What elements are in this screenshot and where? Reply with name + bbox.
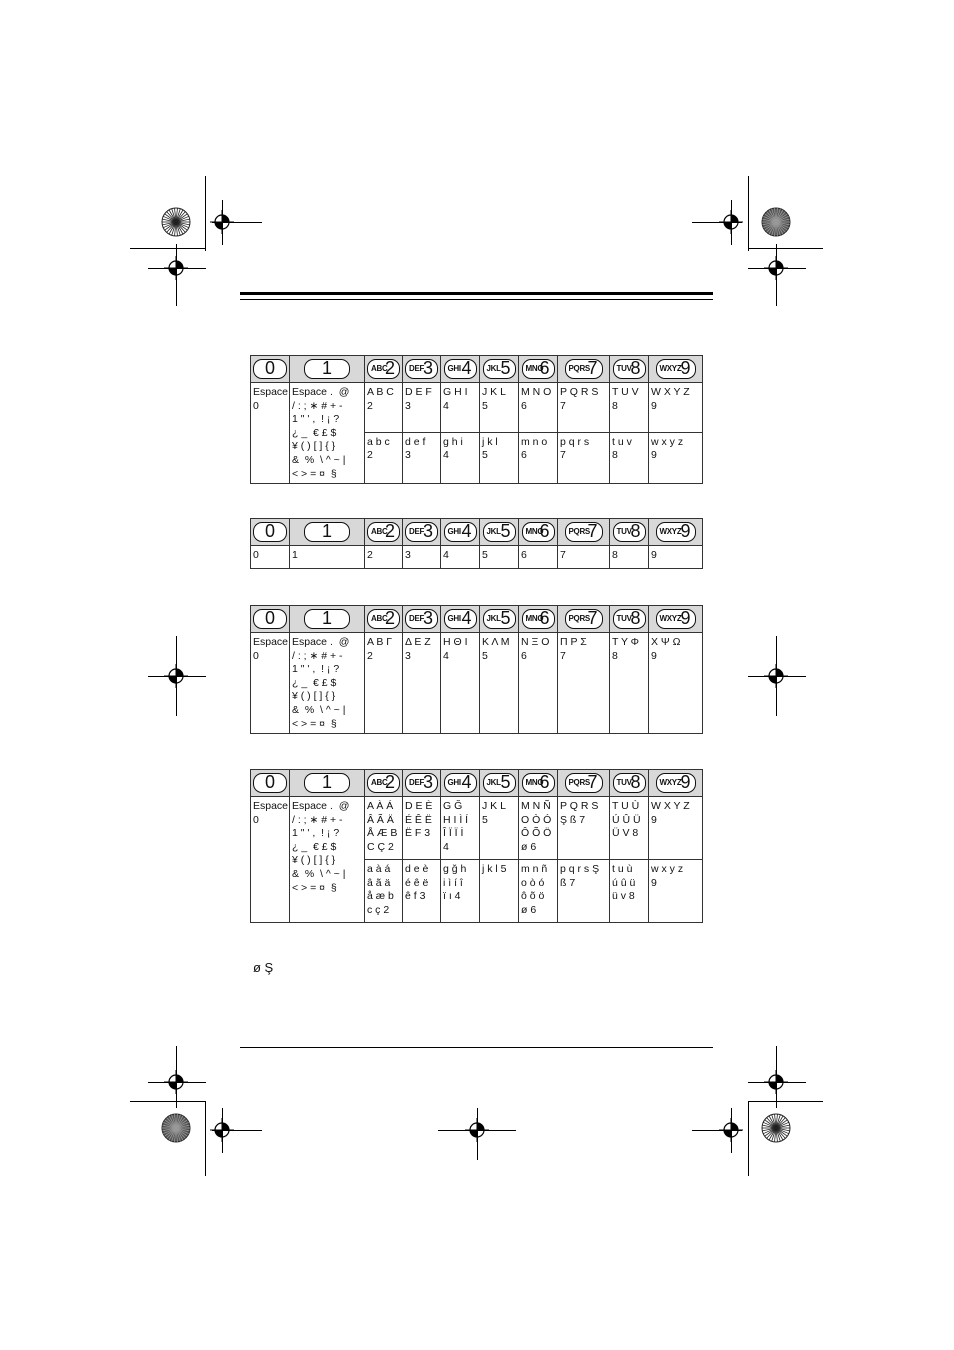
- key-digit: 5: [500, 358, 511, 378]
- cell-lower: d e è é ê ë ê f 3: [403, 860, 441, 923]
- crop-line: [692, 1130, 742, 1131]
- cell-digit: 9: [649, 546, 703, 569]
- cell-upper: A B C 2: [365, 383, 403, 433]
- key-header-cell: [403, 606, 441, 633]
- key-header-cell: [365, 606, 403, 633]
- key-digit: 6: [539, 608, 550, 628]
- key-0-icon: [253, 609, 287, 629]
- key-digit: 5: [500, 608, 511, 628]
- key-header-cell: [610, 519, 649, 546]
- key-digit: 6: [539, 358, 550, 378]
- crop-line: [212, 1130, 262, 1131]
- key-header-cell: [441, 770, 480, 797]
- key-header-cell: [519, 770, 558, 797]
- key-4-icon: [444, 522, 477, 542]
- key-2-icon: [367, 359, 400, 379]
- key-header-cell: [251, 770, 290, 797]
- cell-digit: 5: [480, 546, 519, 569]
- keypad-table-extended: [250, 769, 703, 923]
- key-header-cell: [649, 356, 703, 383]
- key-header-cell: [519, 519, 558, 546]
- cell-upper: P Q R S Ş ß 7: [558, 797, 610, 860]
- key-6-icon: [522, 609, 555, 629]
- key-header-cell: [649, 606, 703, 633]
- crop-line: [176, 244, 177, 306]
- cell-lower: a b c 2: [365, 432, 403, 484]
- cell-lower: m n ñ o ò ó ô õ ö ø 6: [519, 860, 558, 923]
- key-4-icon: [444, 609, 477, 629]
- cell-key1: Espace . @ / : ; ∗ # + - 1 " ' , ! ¡ ? ¿ _ € £ $ ¥ ( ) [ ] { } & % \ ^ ~ | < > = ¤ §: [290, 633, 365, 734]
- key-letters: MNO: [525, 778, 544, 787]
- key-header-cell: [403, 519, 441, 546]
- cell-lower: j k l 5: [480, 860, 519, 923]
- key-header-cell: [610, 356, 649, 383]
- key-digit: 9: [680, 772, 691, 792]
- crop-line: [776, 244, 777, 306]
- cell-digit: 6: [519, 546, 558, 569]
- key-6-icon: [522, 773, 555, 793]
- key-letters: TUV: [616, 778, 632, 787]
- crop-line: [731, 200, 732, 245]
- key-7-icon: [565, 773, 603, 793]
- key-digit: 3: [422, 521, 433, 541]
- cell-upper: W X Y Z 9: [649, 797, 703, 860]
- crop-line: [222, 1108, 223, 1153]
- key-6-icon: [522, 359, 555, 379]
- key-letters: GHI: [447, 614, 461, 623]
- key-letters: WXYZ: [659, 614, 682, 623]
- key-header-cell: [290, 770, 365, 797]
- crop-line: [748, 676, 806, 677]
- key-letters: TUV: [616, 364, 632, 373]
- cell-upper: J K L 5: [480, 383, 519, 433]
- cell-lower: m n o 6: [519, 432, 558, 484]
- key-letters: GHI: [447, 778, 461, 787]
- key-5-icon: [483, 359, 516, 379]
- cell-greek: Ν Ξ Ο 6: [519, 633, 558, 734]
- cell-upper: D E È É Ê Ë Ë F 3: [403, 797, 441, 860]
- cell-lower: w x y z 9: [649, 860, 703, 923]
- key-1-icon: [304, 359, 350, 379]
- key-digit: 4: [461, 358, 472, 378]
- header-rule-thick: [240, 292, 713, 295]
- key-2-icon: [367, 522, 400, 542]
- key-digit: 1: [321, 358, 333, 378]
- key-header-cell: [610, 606, 649, 633]
- key-6-icon: [522, 522, 555, 542]
- key-9-icon: [656, 773, 696, 793]
- key-header-cell: [403, 770, 441, 797]
- key-header-cell: [365, 519, 403, 546]
- key-header-cell: [480, 519, 519, 546]
- key-header-cell: [441, 606, 480, 633]
- key-digit: 9: [680, 521, 691, 541]
- keypad-table-greek: [250, 605, 703, 734]
- key-digit: 7: [587, 358, 598, 378]
- key-digit: 2: [384, 521, 395, 541]
- key-letters: JKL: [486, 614, 501, 623]
- key-letters: WXYZ: [659, 778, 682, 787]
- cell-lower: t u v 8: [610, 432, 649, 484]
- cell-digit: 2: [365, 546, 403, 569]
- key-0-icon: [253, 522, 287, 542]
- cell-digit: 3: [403, 546, 441, 569]
- key-digit: 8: [630, 608, 641, 628]
- cell-upper: W X Y Z 9: [649, 383, 703, 433]
- cell-lower: j k l 5: [480, 432, 519, 484]
- key-digit: 3: [422, 608, 433, 628]
- key-7-icon: [565, 359, 603, 379]
- key-digit: 4: [461, 772, 472, 792]
- cell-key0: Espace 0: [251, 383, 290, 484]
- key-9-icon: [656, 359, 696, 379]
- key-digit: 9: [680, 608, 691, 628]
- key-digit: 2: [384, 608, 395, 628]
- cell-key1: Espace . @ / : ; ∗ # + - 1 " ' , ! ¡ ? ¿ _ € £ $ ¥ ( ) [ ] { } & % \ ^ ~ | < > = ¤ §: [290, 797, 365, 923]
- key-letters: TUV: [616, 527, 632, 536]
- cell-greek: Χ Ψ Ω 9: [649, 633, 703, 734]
- footer-rule: [240, 1047, 713, 1048]
- cell-digit: 4: [441, 546, 480, 569]
- key-letters: ABC: [371, 614, 388, 623]
- key-5-icon: [483, 522, 516, 542]
- cell-upper: D E F 3: [403, 383, 441, 433]
- key-digit: 0: [264, 608, 276, 628]
- key-1-icon: [304, 522, 350, 542]
- cell-lower: w x y z 9: [649, 432, 703, 484]
- cell-lower: p q r s 7: [558, 432, 610, 484]
- key-digit: 6: [539, 521, 550, 541]
- crop-line: [130, 248, 205, 249]
- key-letters: MNO: [525, 527, 544, 536]
- key-digit: 5: [500, 521, 511, 541]
- key-digit: 8: [630, 521, 641, 541]
- key-digit: 0: [264, 521, 276, 541]
- key-letters: PQRS: [568, 778, 590, 787]
- key-letters: WXYZ: [659, 364, 682, 373]
- key-letters: DEF: [409, 614, 425, 623]
- crop-line: [776, 1046, 777, 1108]
- key-digit: 0: [264, 772, 276, 792]
- cell-greek: Π Ρ Σ 7: [558, 633, 610, 734]
- cell-upper: M N Ñ O Ò Ó Ô Õ Ö ø 6: [519, 797, 558, 860]
- crop-line: [748, 176, 749, 251]
- key-header-cell: [290, 356, 365, 383]
- crop-line: [748, 248, 823, 249]
- key-letters: ABC: [371, 364, 388, 373]
- key-letters: PQRS: [568, 527, 590, 536]
- key-header-row: [251, 606, 703, 633]
- key-letters: GHI: [447, 364, 461, 373]
- key-header-cell: [480, 356, 519, 383]
- key-letters: PQRS: [568, 364, 590, 373]
- crop-line: [148, 676, 206, 677]
- key-3-icon: [405, 609, 438, 629]
- crop-line: [222, 200, 223, 245]
- footnote-special-chars: ø Ş: [253, 960, 274, 975]
- crop-line: [748, 1082, 806, 1083]
- key-4-icon: [444, 359, 477, 379]
- key-letters: MNO: [525, 614, 544, 623]
- key-7-icon: [565, 522, 603, 542]
- color-target-icon: [761, 1113, 791, 1143]
- crop-line: [130, 1101, 205, 1102]
- key-header-cell: [403, 356, 441, 383]
- crop-line: [205, 1101, 206, 1176]
- key-letters: ABC: [371, 778, 388, 787]
- key-0-icon: [253, 359, 287, 379]
- key-header-cell: [558, 606, 610, 633]
- key-header-cell: [365, 356, 403, 383]
- key-digit: 5: [500, 772, 511, 792]
- cell-upper: J K L 5: [480, 797, 519, 860]
- key-4-icon: [444, 773, 477, 793]
- key-digit: 3: [422, 772, 433, 792]
- keypad-table-numeric: [250, 518, 703, 569]
- color-target-icon: [161, 207, 191, 237]
- key-digit: 9: [680, 358, 691, 378]
- cell-lower: d e f 3: [403, 432, 441, 484]
- crop-line: [205, 176, 206, 251]
- key-digit: 4: [461, 521, 472, 541]
- cell-greek: Δ Ε Ζ 3: [403, 633, 441, 734]
- key-header-cell: [251, 356, 290, 383]
- cell-key0: Espace 0: [251, 633, 290, 734]
- key-letters: DEF: [409, 778, 425, 787]
- key-header-cell: [441, 356, 480, 383]
- cell-lower: a à á â ã ä å æ b c ç 2: [365, 860, 403, 923]
- key-1-icon: [304, 609, 350, 629]
- key-3-icon: [405, 522, 438, 542]
- cell-greek: Τ Υ Φ 8: [610, 633, 649, 734]
- cell-digit: 1: [290, 546, 365, 569]
- key-header-cell: [290, 606, 365, 633]
- key-2-icon: [367, 773, 400, 793]
- cell-digit: 8: [610, 546, 649, 569]
- cell-upper: G Ğ H I Ì Í Î Ï Ï İ 4: [441, 797, 480, 860]
- cell-lower: g h i 4: [441, 432, 480, 484]
- key-digit: 0: [264, 358, 276, 378]
- key-8-icon: [613, 522, 646, 542]
- key-letters: PQRS: [568, 614, 590, 623]
- cell-upper: A À Á Â Ã Ä Å Æ B C Ç 2: [365, 797, 403, 860]
- key-digit: 7: [587, 608, 598, 628]
- crop-line: [692, 222, 742, 223]
- key-3-icon: [405, 359, 438, 379]
- crop-line: [176, 1046, 177, 1108]
- key-letters: TUV: [616, 614, 632, 623]
- key-digit: 1: [321, 521, 333, 541]
- cell-upper: P Q R S 7: [558, 383, 610, 433]
- key-header-cell: [558, 519, 610, 546]
- crop-line: [748, 1101, 749, 1176]
- crop-line: [748, 268, 806, 269]
- key-header-cell: [251, 606, 290, 633]
- key-header-cell: [558, 770, 610, 797]
- key-8-icon: [613, 773, 646, 793]
- key-digit: 2: [384, 358, 395, 378]
- key-letters: DEF: [409, 364, 425, 373]
- key-letters: DEF: [409, 527, 425, 536]
- key-header-cell: [649, 770, 703, 797]
- crop-line: [748, 1101, 823, 1102]
- key-2-icon: [367, 609, 400, 629]
- crop-line: [148, 268, 206, 269]
- key-header-cell: [480, 770, 519, 797]
- key-9-icon: [656, 609, 696, 629]
- key-7-icon: [565, 609, 603, 629]
- key-digit: 3: [422, 358, 433, 378]
- color-target-icon: [161, 1113, 191, 1143]
- color-target-icon: [761, 207, 791, 237]
- cell-key0: Espace 0: [251, 797, 290, 923]
- key-letters: JKL: [486, 364, 501, 373]
- crop-line: [212, 222, 262, 223]
- key-digit: 7: [587, 772, 598, 792]
- key-8-icon: [613, 609, 646, 629]
- key-letters: JKL: [486, 527, 501, 536]
- cell-lower: p q r s Ş ß 7: [558, 860, 610, 923]
- key-header-cell: [441, 519, 480, 546]
- cell-greek: Α Β Γ 2: [365, 633, 403, 734]
- key-letters: MNO: [525, 364, 544, 373]
- cell-lower: t u ù ú û ü ü v 8: [610, 860, 649, 923]
- keypad-table-latin: [250, 355, 703, 484]
- crop-line: [477, 1108, 478, 1160]
- cell-upper: T U Ù Ú Û Ü Ü V 8: [610, 797, 649, 860]
- key-header-row: [251, 770, 703, 797]
- crop-line: [148, 1082, 206, 1083]
- key-header-cell: [519, 356, 558, 383]
- key-header-cell: [365, 770, 403, 797]
- key-digit: 1: [321, 772, 333, 792]
- key-digit: 4: [461, 608, 472, 628]
- key-digit: 1: [321, 608, 333, 628]
- key-header-cell: [610, 770, 649, 797]
- key-letters: JKL: [486, 778, 501, 787]
- key-header-row: [251, 519, 703, 546]
- cell-greek: Κ Λ Μ 5: [480, 633, 519, 734]
- cell-greek: Η Θ Ι 4: [441, 633, 480, 734]
- key-8-icon: [613, 359, 646, 379]
- key-header-cell: [558, 356, 610, 383]
- cell-upper: G H I 4: [441, 383, 480, 433]
- cell-digit: 7: [558, 546, 610, 569]
- key-digit: 6: [539, 772, 550, 792]
- key-digit: 7: [587, 521, 598, 541]
- key-digit: 8: [630, 772, 641, 792]
- crop-line: [731, 1108, 732, 1153]
- key-5-icon: [483, 609, 516, 629]
- key-header-cell: [649, 519, 703, 546]
- key-digit: 8: [630, 358, 641, 378]
- key-3-icon: [405, 773, 438, 793]
- key-letters: GHI: [447, 527, 461, 536]
- key-header-cell: [519, 606, 558, 633]
- key-1-icon: [304, 773, 350, 793]
- key-header-row: [251, 356, 703, 383]
- header-rule-thin: [240, 299, 713, 300]
- cell-upper: M N O 6: [519, 383, 558, 433]
- key-header-cell: [251, 519, 290, 546]
- key-header-cell: [480, 606, 519, 633]
- cell-digit: 0: [251, 546, 290, 569]
- cell-upper: T U V 8: [610, 383, 649, 433]
- cell-key1: Espace . @ / : ; ∗ # + - 1 " ' , ! ¡ ? ¿ _ € £ $ ¥ ( ) [ ] { } & % \ ^ ~ | < > = ¤ §: [290, 383, 365, 484]
- cell-lower: g ğ h i ì í î ï ı 4: [441, 860, 480, 923]
- key-header-cell: [290, 519, 365, 546]
- key-letters: ABC: [371, 527, 388, 536]
- key-digit: 2: [384, 772, 395, 792]
- key-0-icon: [253, 773, 287, 793]
- key-5-icon: [483, 773, 516, 793]
- key-letters: WXYZ: [659, 527, 682, 536]
- key-9-icon: [656, 522, 696, 542]
